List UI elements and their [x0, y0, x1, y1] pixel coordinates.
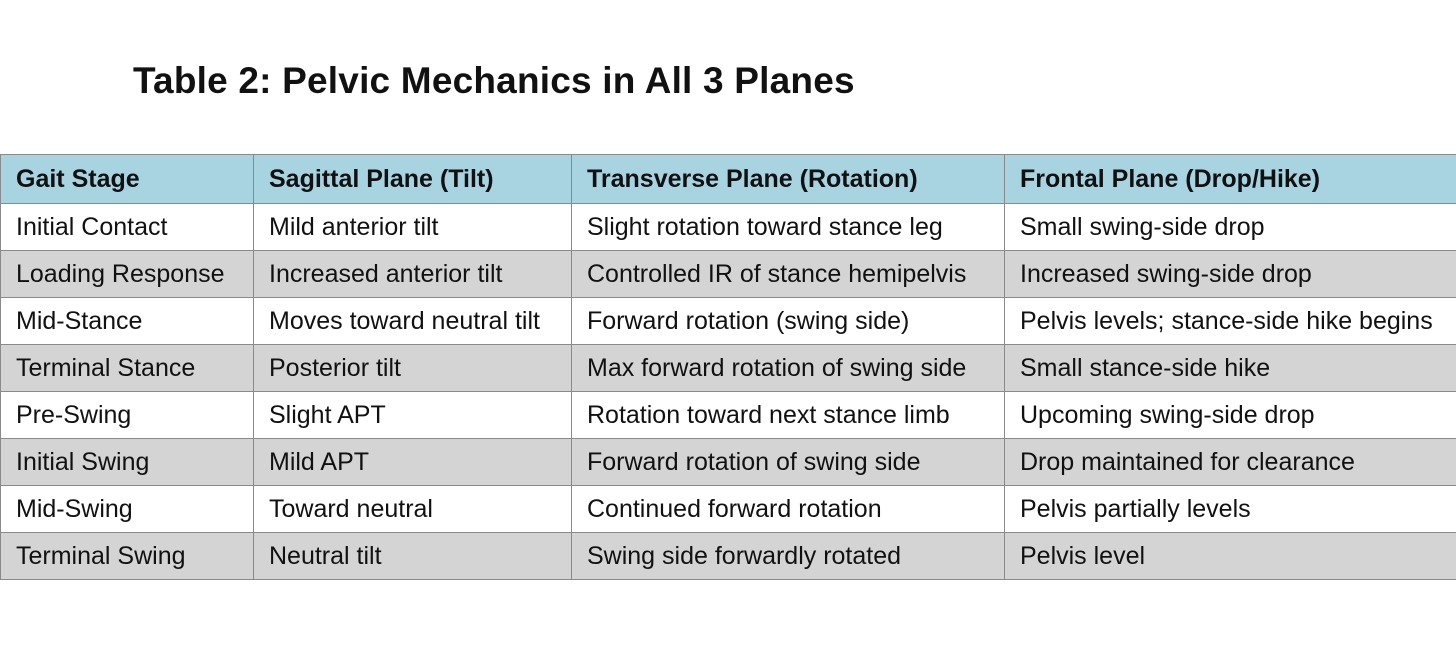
cell-gait-stage: Initial Swing	[1, 439, 254, 486]
header-frontal-plane: Frontal Plane (Drop/Hike)	[1005, 155, 1456, 204]
cell-gait-stage: Pre-Swing	[1, 392, 254, 439]
cell-sagittal: Increased anterior tilt	[254, 251, 572, 298]
header-sagittal-plane: Sagittal Plane (Tilt)	[254, 155, 572, 204]
table-body	[1, 204, 1456, 580]
cell-frontal: Drop maintained for clearance	[1005, 439, 1456, 486]
cell-frontal: Small stance-side hike	[1005, 345, 1456, 392]
cell-frontal: Pelvis partially levels	[1005, 486, 1456, 533]
cell-sagittal: Mild anterior tilt	[254, 204, 572, 251]
cell-gait-stage: Loading Response	[1, 251, 254, 298]
cell-frontal: Small swing-side drop	[1005, 204, 1456, 251]
table-row	[1, 298, 1456, 345]
cell-transverse: Continued forward rotation	[572, 486, 1005, 533]
table-header-row	[1, 155, 1456, 204]
cell-sagittal: Mild APT	[254, 439, 572, 486]
cell-transverse: Controlled IR of stance hemipelvis	[572, 251, 1005, 298]
header-gait-stage: Gait Stage	[1, 155, 254, 204]
table-row	[1, 533, 1456, 580]
table-row	[1, 486, 1456, 533]
cell-sagittal: Toward neutral	[254, 486, 572, 533]
table-row	[1, 251, 1456, 298]
table-container	[0, 154, 1456, 580]
cell-gait-stage: Mid-Swing	[1, 486, 254, 533]
cell-sagittal: Posterior tilt	[254, 345, 572, 392]
cell-gait-stage: Terminal Stance	[1, 345, 254, 392]
cell-transverse: Forward rotation of swing side	[572, 439, 1005, 486]
cell-frontal: Pelvis level	[1005, 533, 1456, 580]
cell-transverse: Slight rotation toward stance leg	[572, 204, 1005, 251]
cell-transverse: Forward rotation (swing side)	[572, 298, 1005, 345]
cell-gait-stage: Mid-Stance	[1, 298, 254, 345]
cell-frontal: Upcoming swing-side drop	[1005, 392, 1456, 439]
header-transverse-plane: Transverse Plane (Rotation)	[572, 155, 1005, 204]
cell-transverse: Max forward rotation of swing side	[572, 345, 1005, 392]
table-row	[1, 439, 1456, 486]
cell-frontal: Increased swing-side drop	[1005, 251, 1456, 298]
pelvic-mechanics-table	[0, 154, 1456, 580]
cell-sagittal: Moves toward neutral tilt	[254, 298, 572, 345]
cell-sagittal: Slight APT	[254, 392, 572, 439]
table-row	[1, 204, 1456, 251]
cell-transverse: Swing side forwardly rotated	[572, 533, 1005, 580]
table-row	[1, 392, 1456, 439]
table-row	[1, 345, 1456, 392]
table-title: Table 2: Pelvic Mechanics in All 3 Planes	[133, 60, 855, 101]
cell-frontal: Pelvis levels; stance-side hike begins	[1005, 298, 1456, 345]
cell-transverse: Rotation toward next stance limb	[572, 392, 1005, 439]
cell-gait-stage: Initial Contact	[1, 204, 254, 251]
cell-sagittal: Neutral tilt	[254, 533, 572, 580]
cell-gait-stage: Terminal Swing	[1, 533, 254, 580]
